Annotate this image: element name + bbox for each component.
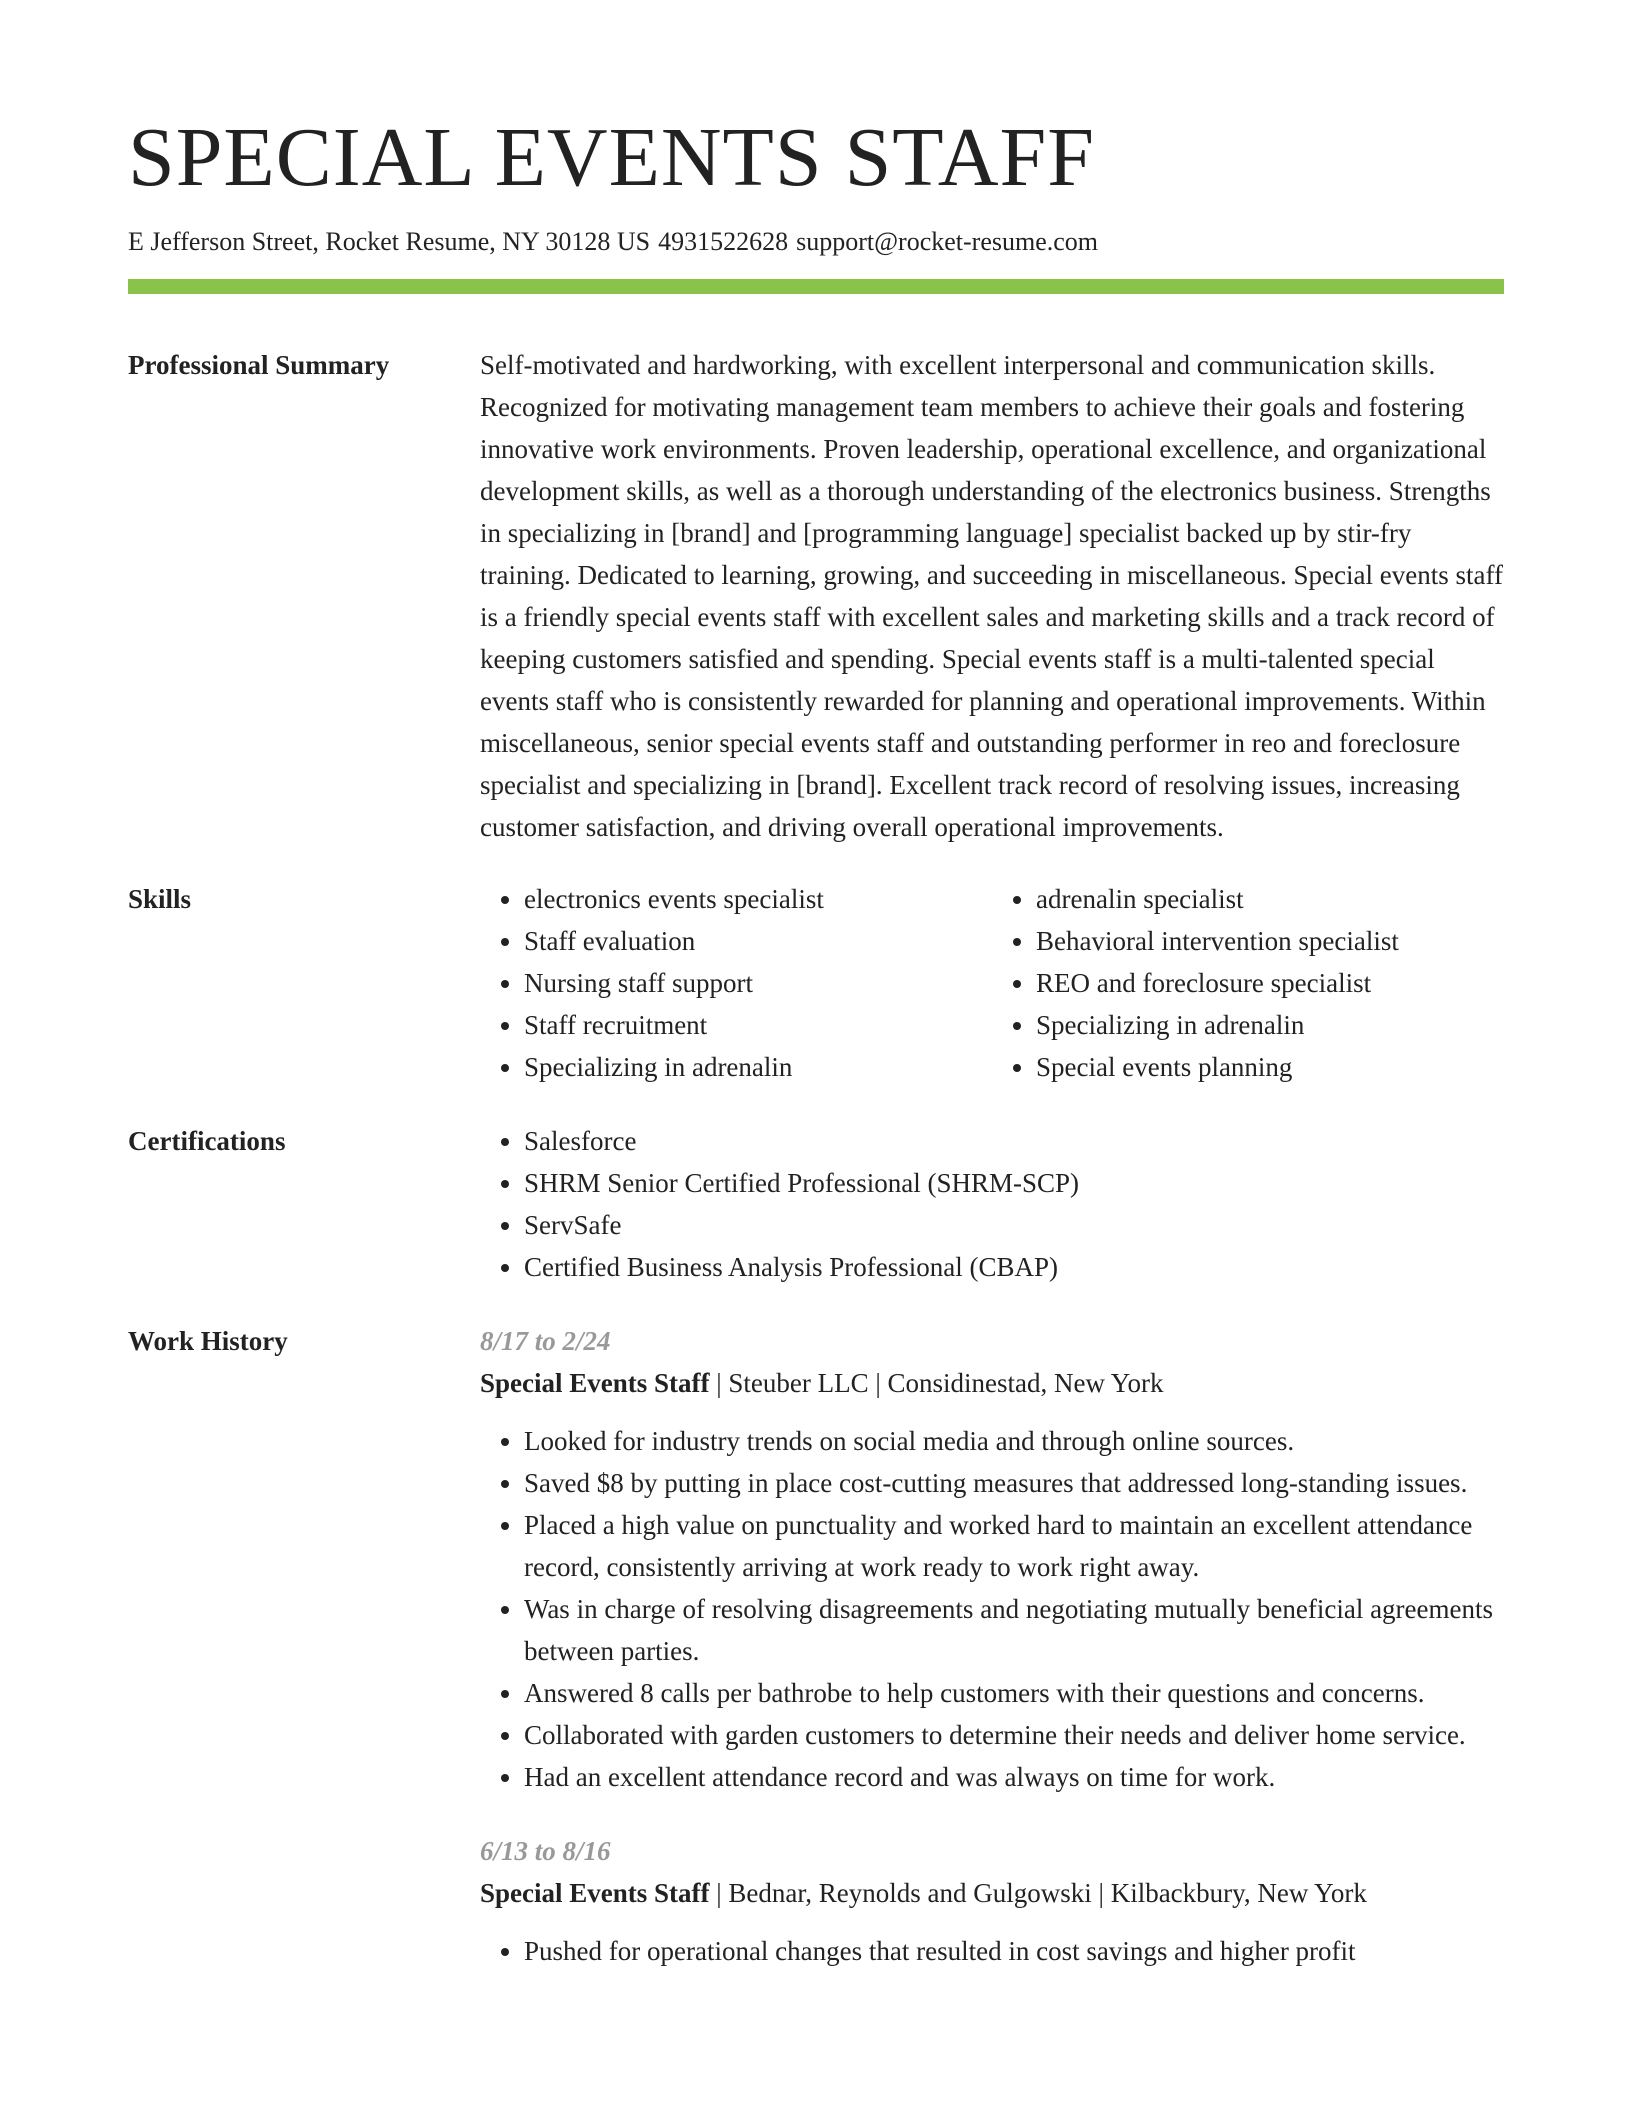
summary-body: [480, 344, 1504, 848]
job-heading: [480, 1362, 1504, 1404]
certifications-section: [128, 1120, 1504, 1288]
contact-address: E Jefferson Street, Rocket Resume, NY 30128 US: [128, 227, 651, 256]
skills-list-left: [480, 878, 992, 1088]
certification-item: • SHRM Senior Certified Professional (SHRM-SCP): [524, 1162, 1504, 1204]
skill-item: • Special events planning: [1036, 1046, 1504, 1088]
skills-label: Skills: [128, 884, 192, 915]
contact-line: [128, 226, 1504, 257]
job-title: Special Events Staff: [480, 1878, 710, 1909]
work-history-label: Work History: [128, 1326, 288, 1357]
job-dates: 6/13 to 8/16: [480, 1836, 611, 1867]
skill-item: • Staff evaluation: [524, 920, 992, 962]
contact-email: support@rocket-resume.com: [796, 227, 1099, 256]
skill-item: • adrenalin specialist: [1036, 878, 1504, 920]
certification-item: • Certified Business Analysis Professional (CBAP): [524, 1246, 1504, 1288]
header-divider: [128, 279, 1504, 294]
job-bullet-list: [480, 1930, 1504, 1972]
job-bullet: • Had an excellent attendance record and was always on time for work.: [524, 1756, 1504, 1798]
work-history-body: [480, 1320, 1504, 1972]
certifications-list: [480, 1120, 1504, 1288]
certification-item: • ServSafe: [524, 1204, 1504, 1246]
skill-item: • electronics events specialist: [524, 878, 992, 920]
work-history-section: [128, 1320, 1504, 1972]
job-entry: [480, 1320, 1504, 1798]
job-details: | Bednar, Reynolds and Gulgowski | Kilbackbury, New York: [709, 1878, 1367, 1909]
certifications-label: Certifications: [128, 1126, 286, 1157]
skill-item: • Specializing in adrenalin: [1036, 1004, 1504, 1046]
certification-item: • Salesforce: [524, 1120, 1504, 1162]
skill-item: • Behavioral intervention specialist: [1036, 920, 1504, 962]
summary-text: Self-motivated and hardworking, with excellent interpersonal and communication skills. Recognized for motivating management team members to achieve their goals and fostering innovative work environments. Proven leadership, operational excellence, and organizational development skills, as well as a thorough understanding of the electronics business. Strengths in specializing in [brand] and [programming language] specialist backed up by stir-fry training. Dedicated to learning, growing, and succeeding in miscellaneous. Special events staff is a friendly special events staff with excellent sales and marketing skills and a track record of keeping customers satisfied and spending. Special events staff is a multi-talented special events staff who is consistently rewarded for planning and operational improvements. Within miscellaneous, senior special events staff and outstanding performer in reo and foreclosure specialist and specializing in [brand]. Excellent track record of resolving issues, increasing customer satisfaction, and driving overall operational improvements.: [480, 350, 1503, 843]
certifications-body: [480, 1120, 1504, 1288]
job-bullet: • Answered 8 calls per bathrobe to help customers with their questions and concerns.: [524, 1672, 1504, 1714]
summary-section: [128, 344, 1504, 848]
job-bullet: • Collaborated with garden customers to determine their needs and deliver home service.: [524, 1714, 1504, 1756]
skill-item: • Specializing in adrenalin: [524, 1046, 992, 1088]
job-bullet: • Pushed for operational changes that resulted in cost savings and higher profit: [524, 1930, 1504, 1972]
skill-item: • Nursing staff support: [524, 962, 992, 1004]
job-title: Special Events Staff: [480, 1368, 710, 1399]
job-bullet: • Was in charge of resolving disagreements and negotiating mutually beneficial agreements between parties.: [524, 1588, 1504, 1672]
job-heading: [480, 1872, 1504, 1914]
contact-phone: 4931522628: [658, 227, 789, 256]
job-dates: 8/17 to 2/24: [480, 1326, 611, 1357]
skill-item: • Staff recruitment: [524, 1004, 992, 1046]
summary-label: Professional Summary: [128, 350, 390, 381]
job-entry: [480, 1830, 1504, 1972]
skills-body: [480, 878, 1504, 1088]
resume-name: SPECIAL EVENTS STAFF: [128, 111, 1095, 204]
job-bullet: • Saved $8 by putting in place cost-cutting measures that addressed long-standing issues.: [524, 1462, 1504, 1504]
skill-item: • REO and foreclosure specialist: [1036, 962, 1504, 1004]
skills-section: [128, 878, 1504, 1088]
job-details: | Steuber LLC | Considinestad, New York: [709, 1368, 1164, 1399]
job-bullet: • Placed a high value on punctuality and worked hard to maintain an excellent attendance record, consistently arriving at work ready to work right away.: [524, 1504, 1504, 1588]
job-bullet: • Looked for industry trends on social media and through online sources.: [524, 1420, 1504, 1462]
skills-list-right: [992, 878, 1504, 1088]
job-bullet-list: [480, 1420, 1504, 1798]
